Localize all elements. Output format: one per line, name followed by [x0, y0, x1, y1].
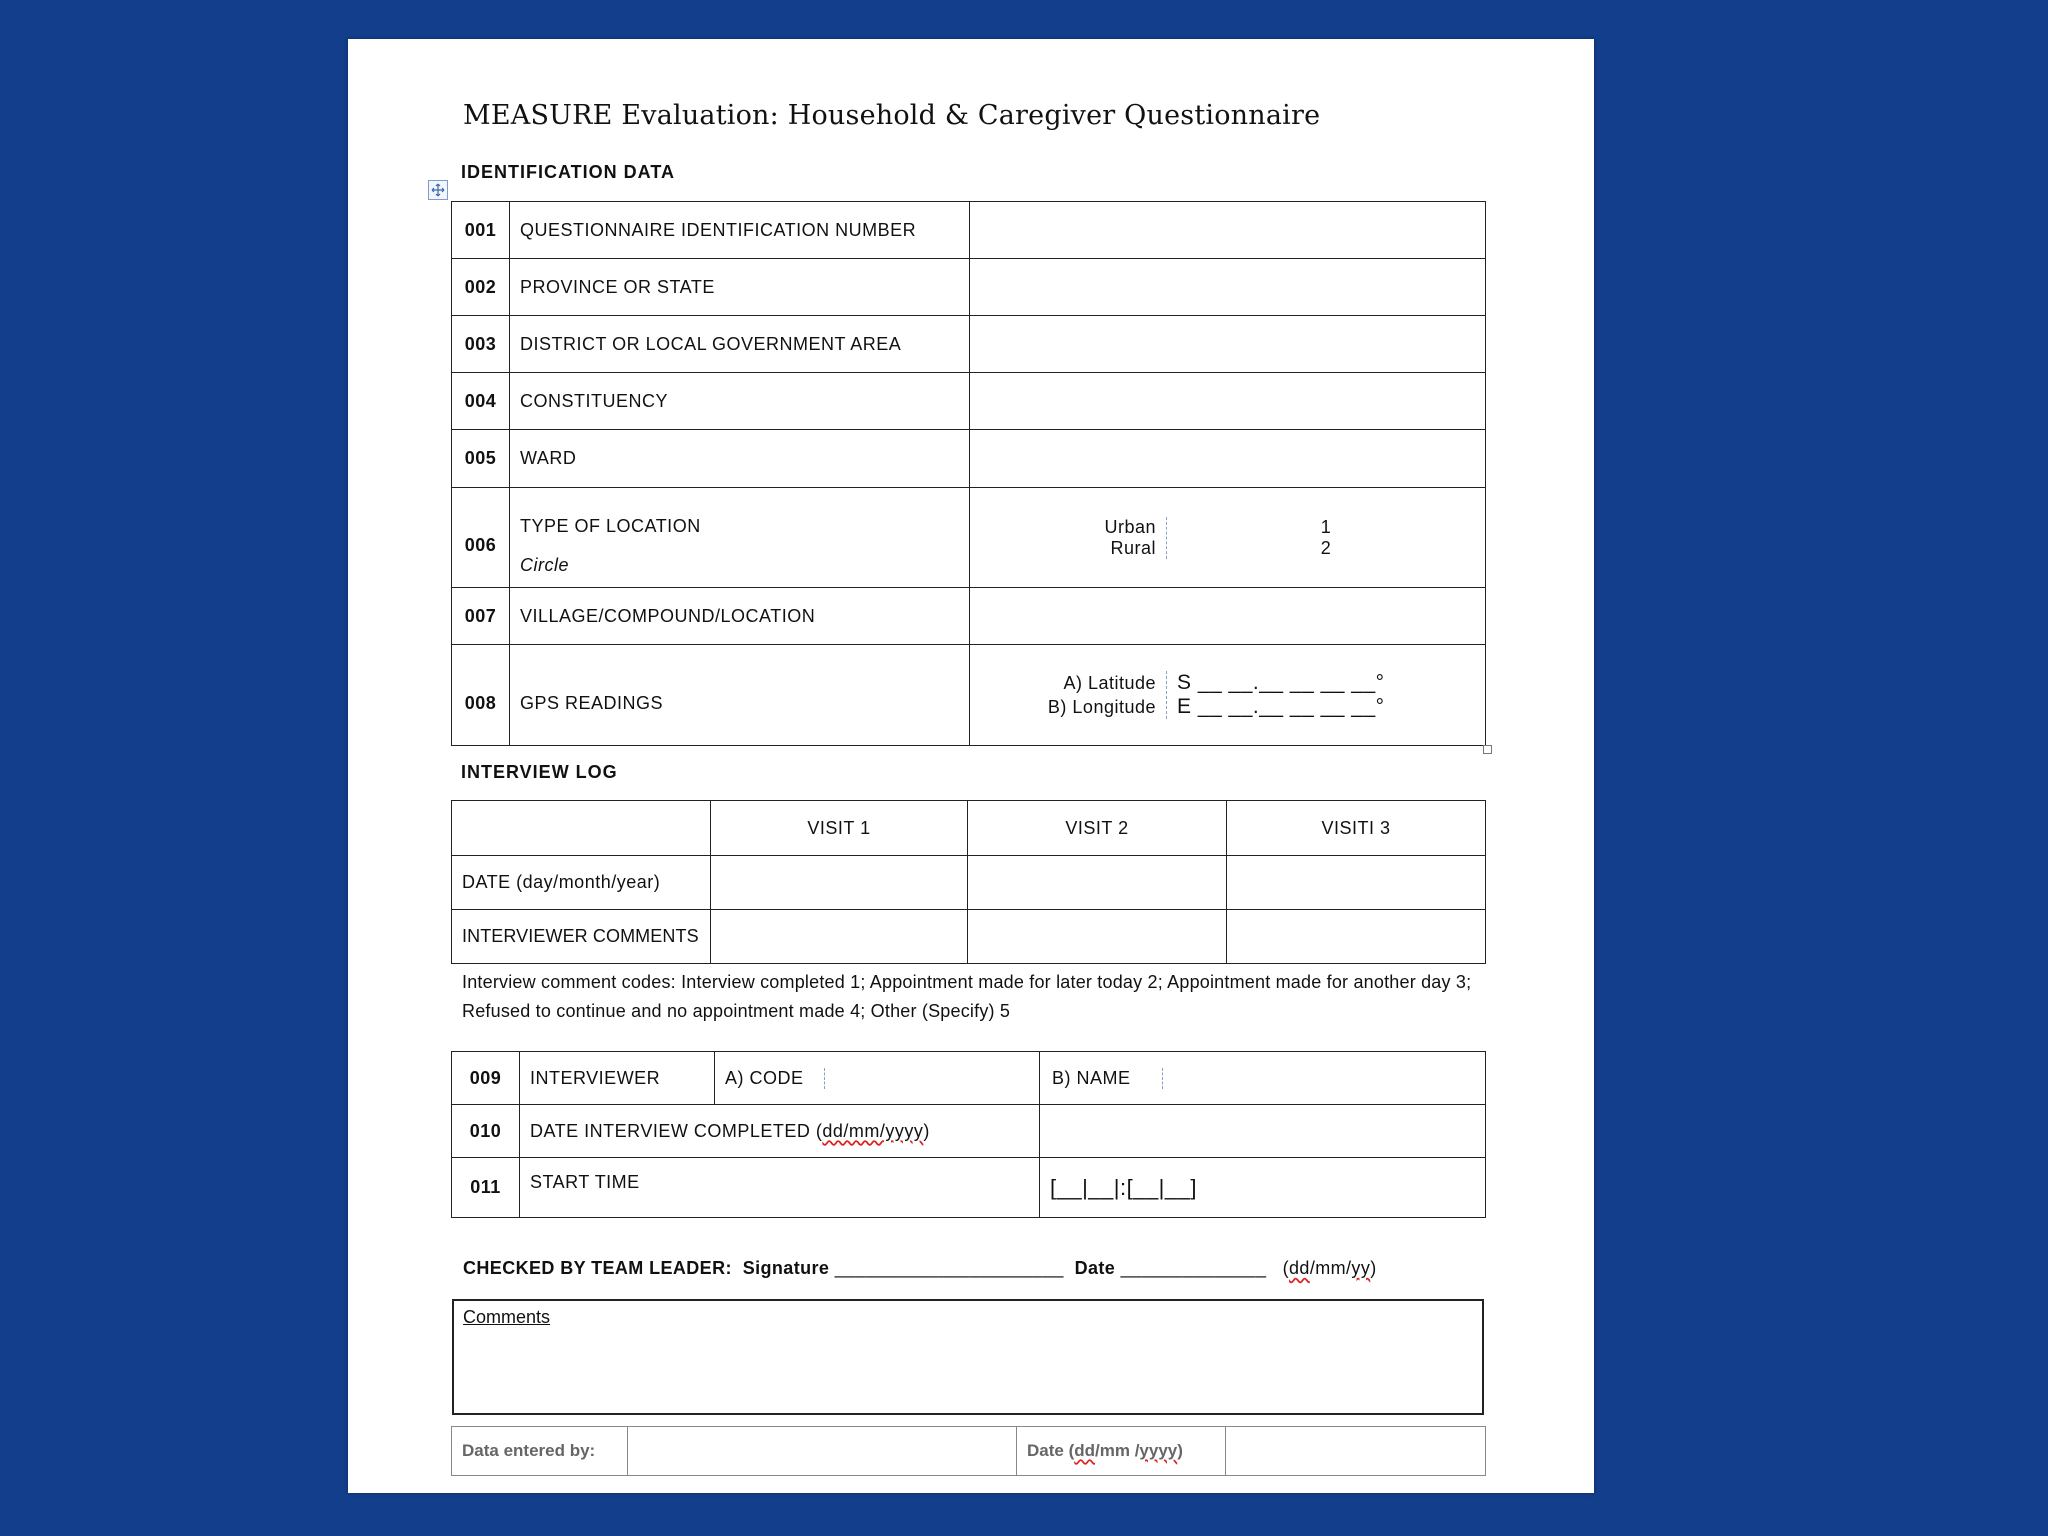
row-label: WARD — [510, 430, 970, 488]
date-completed-field[interactable] — [1040, 1105, 1486, 1158]
move-arrows-icon[interactable] — [428, 180, 448, 200]
log-header-visit-2: VISIT 2 — [968, 801, 1227, 856]
footer-row — [452, 1427, 1486, 1476]
location-options-cell — [970, 488, 1486, 588]
comments-label: Comments — [463, 1307, 551, 1327]
log-cell-comments-visit-3[interactable] — [1227, 910, 1486, 964]
latitude-label: A) Latitude — [1063, 672, 1156, 693]
row-label: TYPE OF LOCATION — [520, 515, 701, 536]
interviewer-row-010 — [452, 1105, 1486, 1158]
date-format-yy: yy — [1351, 1258, 1371, 1278]
footer-date-suffix: ) — [1177, 1441, 1183, 1460]
log-header-visit-3: VISITI 3 — [1227, 801, 1486, 856]
id-row-003 — [452, 316, 1486, 373]
answer-cell-province[interactable] — [970, 259, 1486, 316]
row-label: DISTRICT OR LOCAL GOVERNMENT AREA — [510, 316, 970, 373]
data-entry-footer — [451, 1426, 1486, 1476]
date-line[interactable]: ______________ — [1120, 1258, 1267, 1278]
footer-date-prefix: Date ( — [1027, 1441, 1075, 1460]
data-entered-label: Data entered by: — [452, 1427, 628, 1476]
log-cell-date-visit-3[interactable] — [1227, 856, 1486, 910]
latitude-field[interactable]: S __ __.__ __ __ __° — [1177, 671, 1385, 694]
log-row-comments — [452, 910, 1486, 964]
footer-date-label — [1017, 1427, 1226, 1476]
answer-cell-district[interactable] — [970, 316, 1486, 373]
row-code: 009 — [452, 1052, 520, 1105]
signature-line[interactable]: ______________________ — [834, 1258, 1064, 1278]
date-format-suffix: ) — [1370, 1258, 1377, 1278]
document-title: MEASURE Evaluation: Household & Caregiver Questionnaire — [463, 100, 1321, 131]
label-prefix: DATE INTERVIEW COMPLETED ( — [530, 1120, 823, 1141]
footer-date-mm: /mm / — [1095, 1441, 1140, 1460]
row-label: START TIME — [520, 1158, 1040, 1218]
option-label-urban[interactable]: Urban — [1104, 516, 1156, 537]
option-value-rural[interactable]: 2 — [1320, 537, 1332, 558]
row-code: 008 — [452, 645, 510, 746]
interview-comment-codes-note: Interview comment codes: Interview completed 1; Appointment made for later today 2; Appointment made for another day 3; Refused to continue and no appointment made 4; Other (Specify) 5 — [462, 972, 1472, 1021]
gps-readings-cell — [970, 645, 1486, 746]
row-code: 006 — [452, 488, 510, 588]
log-cell-comments-visit-2[interactable] — [968, 910, 1227, 964]
interview-log-heading: INTERVIEW LOG — [461, 762, 618, 782]
data-entered-field[interactable] — [628, 1427, 1017, 1476]
row-instruction: Circle — [520, 554, 570, 575]
option-value-urban[interactable]: 1 — [1320, 516, 1332, 537]
signature-label: Signature — [742, 1258, 830, 1278]
longitude-label: B) Longitude — [1047, 696, 1156, 717]
label-suffix: ) — [923, 1120, 930, 1141]
interviewer-row-011 — [452, 1158, 1486, 1218]
row-label: QUESTIONNAIRE IDENTIFICATION NUMBER — [510, 202, 970, 259]
row-code: 001 — [452, 202, 510, 259]
row-code: 011 — [452, 1158, 520, 1218]
log-row-label: DATE (day/month/year) — [452, 856, 711, 910]
row-label: VILLAGE/COMPOUND/LOCATION — [510, 588, 970, 645]
row-code: 010 — [452, 1105, 520, 1158]
row-code: 002 — [452, 259, 510, 316]
log-cell-comments-visit-1[interactable] — [711, 910, 968, 964]
option-label-rural[interactable]: Rural — [1110, 537, 1156, 558]
comments-box[interactable] — [452, 1299, 1484, 1415]
team-leader-check-line — [463, 1258, 1377, 1279]
answer-cell-questionnaire-id[interactable] — [970, 202, 1486, 259]
id-row-006 — [452, 488, 1486, 588]
date-label: Date — [1074, 1258, 1116, 1278]
date-format-dd: dd — [1289, 1258, 1310, 1278]
interviewer-row-009 — [452, 1052, 1486, 1105]
row-label: PROVINCE OR STATE — [510, 259, 970, 316]
interviewer-code-field[interactable] — [825, 1068, 1039, 1089]
answer-cell-constituency[interactable] — [970, 373, 1486, 430]
interviewer-code-cell — [715, 1052, 1040, 1105]
log-cell-date-visit-1[interactable] — [711, 856, 968, 910]
move-arrows-glyph — [431, 183, 445, 197]
interviewer-code-label: A) CODE — [715, 1068, 825, 1089]
interviewer-name-cell — [1040, 1052, 1486, 1105]
id-row-004 — [452, 373, 1486, 430]
answer-cell-ward[interactable] — [970, 430, 1486, 488]
footer-date-dd: dd — [1074, 1441, 1096, 1460]
interviewer-name-field[interactable] — [1163, 1068, 1485, 1089]
gps-labels — [970, 671, 1167, 719]
footer-date-field[interactable] — [1226, 1427, 1486, 1476]
date-format-mm: /mm/ — [1309, 1258, 1352, 1278]
identification-table — [451, 201, 1486, 746]
interview-log-table — [451, 800, 1486, 964]
row-code: 005 — [452, 430, 510, 488]
row-code: 004 — [452, 373, 510, 430]
row-code: 007 — [452, 588, 510, 645]
checked-by-label: CHECKED BY TEAM LEADER: — [463, 1258, 732, 1278]
location-option-labels — [970, 517, 1167, 559]
date-format: dd/mm/yyyy — [822, 1120, 924, 1141]
id-row-005 — [452, 430, 1486, 488]
log-row-date — [452, 856, 1486, 910]
id-row-008 — [452, 645, 1486, 746]
identification-heading: IDENTIFICATION DATA — [461, 162, 675, 182]
interviewer-name-label: B) NAME — [1040, 1068, 1163, 1089]
row-label: CONSTITUENCY — [510, 373, 970, 430]
footer-date-yyyy: yyyy — [1139, 1441, 1178, 1460]
resize-handle-icon[interactable] — [1483, 745, 1492, 754]
row-label-date-completed — [520, 1105, 1040, 1158]
start-time-field[interactable]: [__|__|:[__|__] — [1040, 1158, 1486, 1218]
id-row-007 — [452, 588, 1486, 645]
answer-cell-village[interactable] — [970, 588, 1486, 645]
log-header-row — [452, 801, 1486, 856]
row-label: INTERVIEWER — [520, 1052, 715, 1105]
interviewer-table — [451, 1051, 1486, 1218]
date-format-prefix: ( — [1282, 1258, 1289, 1278]
id-row-002 — [452, 259, 1486, 316]
row-label: GPS READINGS — [510, 645, 970, 746]
id-row-001 — [452, 202, 1486, 259]
log-row-label: INTERVIEWER COMMENTS — [452, 910, 711, 964]
log-header-blank — [452, 801, 711, 856]
row-label-location-type — [510, 488, 970, 588]
log-header-visit-1: VISIT 1 — [711, 801, 968, 856]
log-cell-date-visit-2[interactable] — [968, 856, 1227, 910]
location-option-values — [1167, 517, 1485, 559]
gps-values — [1167, 671, 1485, 719]
longitude-field[interactable]: E __ __.__ __ __ __° — [1177, 695, 1385, 718]
row-code: 003 — [452, 316, 510, 373]
